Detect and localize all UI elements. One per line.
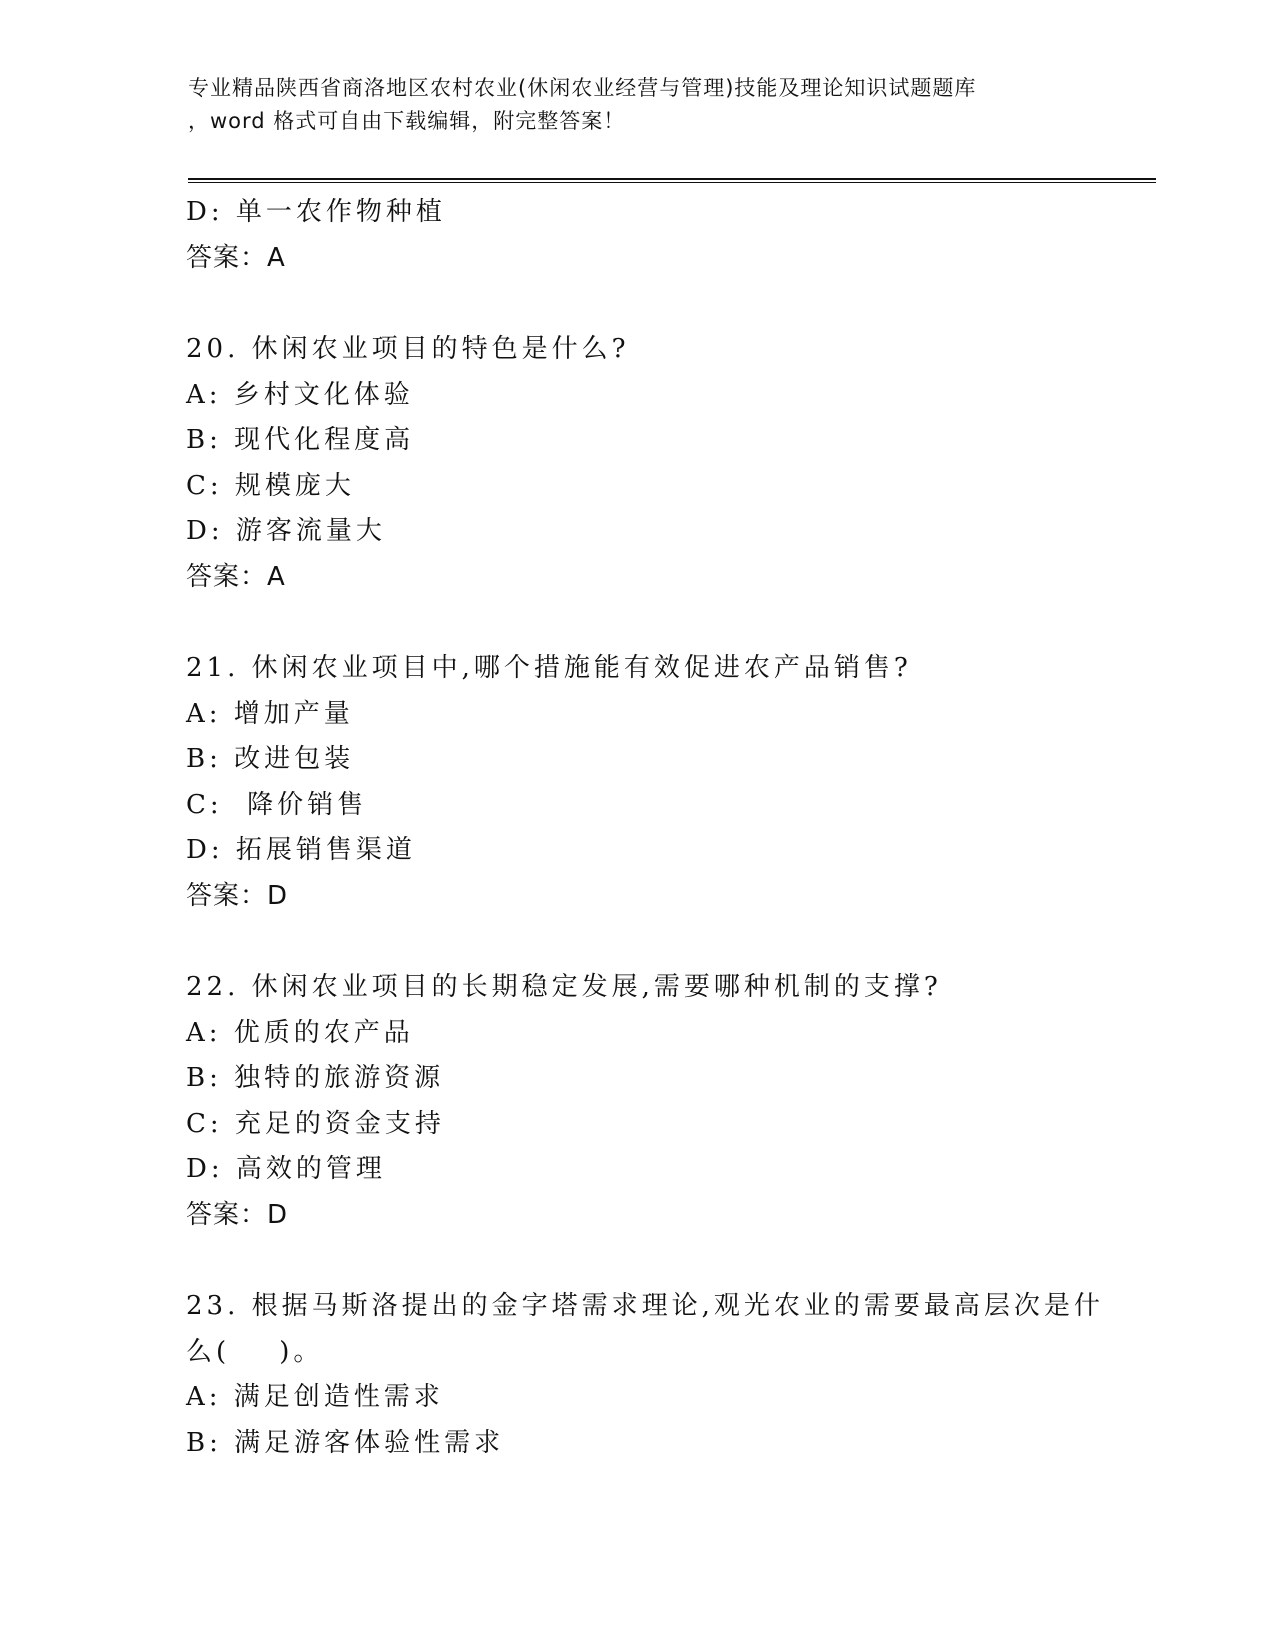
question-22 xyxy=(186,965,1126,1238)
answer-line: 答案：D xyxy=(186,1199,289,1230)
option-a: A: 乡村文化体验 xyxy=(186,379,414,410)
question-text-line-2: 么( )。 xyxy=(186,1336,324,1367)
option-b: B: 现代化程度高 xyxy=(186,425,415,455)
option-c: C: 充足的资金支持 xyxy=(186,1108,445,1139)
question-text-line-1: 23. 根据马斯洛提出的金字塔需求理论,观光农业的需要最高层次是什 xyxy=(186,1291,1104,1321)
option-d: D: 高效的管理 xyxy=(186,1154,386,1184)
question-text: 20. 休闲农业项目的特色是什么? xyxy=(186,334,630,364)
document-header xyxy=(188,72,1088,138)
option-d: D: 游客流量大 xyxy=(186,516,386,546)
answer-line: 答案：A xyxy=(186,242,286,273)
question-text: 22. 休闲农业项目的长期稳定发展,需要哪种机制的支撑? xyxy=(186,972,942,1002)
question-21 xyxy=(186,646,1126,919)
header-divider-thick xyxy=(188,178,1156,180)
question-19-continued xyxy=(186,190,1126,281)
question-text: 21. 休闲农业项目中,哪个措施能有效促进农产品销售? xyxy=(186,653,912,683)
option-b: B: 改进包装 xyxy=(186,744,355,774)
option-a: A: 满足创造性需求 xyxy=(186,1382,444,1412)
option-a: A: 优质的农产品 xyxy=(186,1017,414,1048)
question-list xyxy=(186,190,1126,1466)
answer-line: 答案：D xyxy=(186,880,289,911)
option-c: C: 规模庞大 xyxy=(186,470,355,501)
header-divider-thin xyxy=(188,182,1156,183)
option-d: D: 单一农作物种植 xyxy=(186,197,446,227)
header-title-line-1: 专业精品陕西省商洛地区农村农业(休闲农业经营与管理)技能及理论知识试题题库 xyxy=(188,76,977,100)
option-b: B: 独特的旅游资源 xyxy=(186,1063,445,1093)
option-b: B: 满足游客体验性需求 xyxy=(186,1427,505,1458)
question-20 xyxy=(186,327,1126,600)
option-a: A: 增加产量 xyxy=(186,698,354,729)
option-d: D: 拓展销售渠道 xyxy=(186,835,416,865)
option-c: C: 降价销售 xyxy=(186,789,368,820)
answer-line: 答案：A xyxy=(186,561,286,592)
question-23 xyxy=(186,1284,1126,1466)
header-title-line-2: ，word 格式可自由下载编辑，附完整答案！ xyxy=(188,109,626,133)
